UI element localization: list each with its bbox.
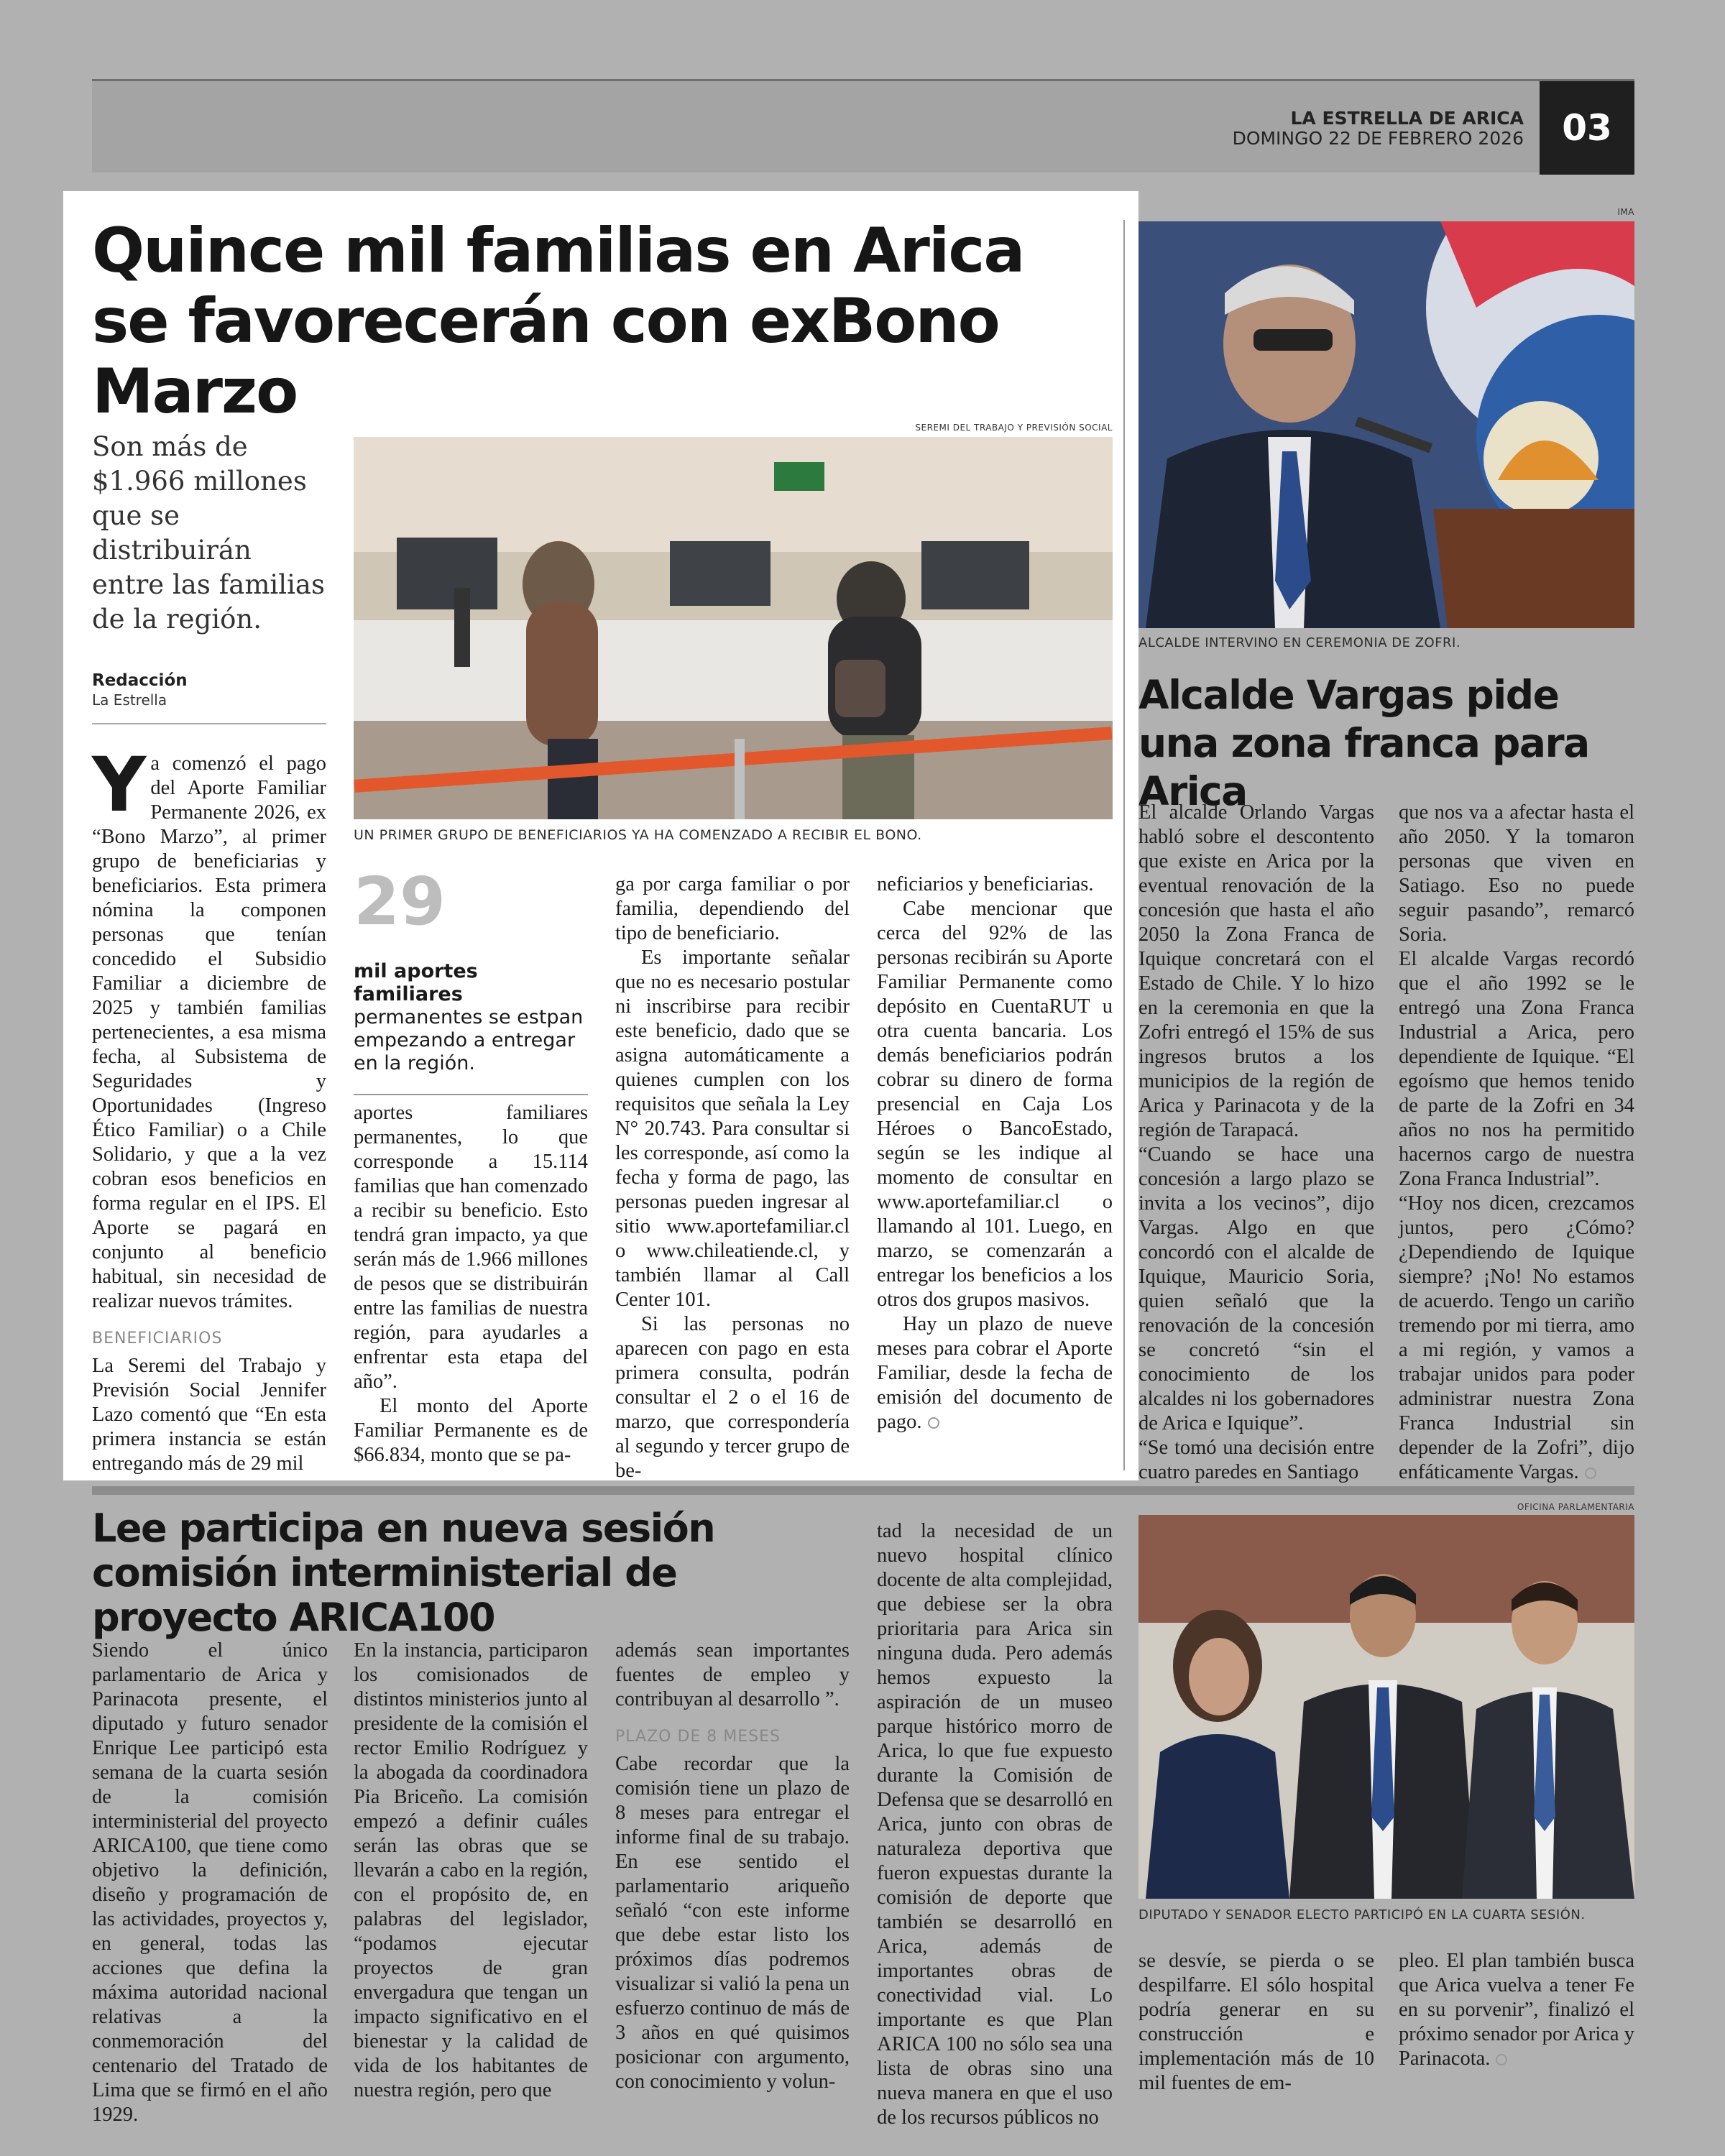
factbox-number: 29 [354, 863, 446, 940]
bottom-col6-paragraph-text: pleo. El plan también busca que Arica vuelva a tener Fe en su porvenir”, finalizó el próximo senador por Arica y Parinacota. [1399, 1950, 1634, 2070]
section-separator [92, 1486, 1634, 1495]
side-headline: Alcalde Vargas pide una zona franca para Arica [1138, 672, 1589, 814]
bottom-col-2 [354, 1639, 588, 2103]
factbox-divider [354, 1094, 588, 1095]
bank-counter-photo [354, 437, 1113, 819]
bottom-col3-paragraph-1: además sean importantes fuentes de empleo y contribuyan al desarrollo ”. [615, 1639, 850, 1710]
bottom-col1-paragraph: Siendo el único parlamentario de Arica y Parinacota presente, el diputado y futuro senador Enrique Lee participó esta semana de la cuarta sesión de la comisión interministerial del proyecto ARICA100, que tiene como objetivo la definición, diseño y programación de las actividades, proyectos y, en general, todas las acciones que defina la máxima autoridad nacional relativas a la conmemoración del centenario del Tratado de Lima que se firmó en el año 1929. [92, 1639, 328, 2126]
factbox [354, 862, 588, 1095]
subhead-plazo: PLAZO DE 8 MESES [615, 1728, 781, 1746]
side-col2-paragraph-3-text: “Hoy nos dicen, crezcamos juntos, pero ¿Cómo? ¿Dependiendo de Iquique siempre? ¡No! No estamos de acuerdo. Tengo un cariño tremendo por mi tierra, amo a mi región, y vamos a trabajar unidos para poder administrar nuestra Zona Franca Industrial sin depender de la Zofri”, dijo enfáticamente Vargas. [1399, 1192, 1634, 1483]
column-divider [1123, 220, 1125, 1470]
main-col1-paragraph-2: La Seremi del Trabajo y Previsión Social Jennifer Lazo comentó que “En esta primera instancia se están entregando más de 29 mil [92, 1355, 326, 1475]
main-col-1 [92, 741, 326, 1476]
factbox-title: mil aportes familiares [354, 960, 478, 1005]
main-col4-paragraph-3-text: Hay un plazo de nueve meses para cobrar el Aporte Familiar, desde la fecha de emisión del documento de pago. [877, 1313, 1113, 1433]
bottom-col4-paragraph: tad la necesidad de un nuevo hospital clínico docente de alta complejidad, que debiese ser la obra prioritaria para Arica sin ninguna duda. Pero además hemos expuesto la aspiración de un museo parque histórico morro de Arica, lo que fue expuesto durante la Comisión de Defensa que se desarrolló en Arica, junto con obras de naturaleza deportiva que fueron expuestas durante la comisión de deporte que también se desarrolló en Arica, además de importantes obras de conectividad vial. Lo importante es que Plan ARICA 100 no sólo sea una lista de obras sino una nueva manera en que el uso de los recursos públicos no [877, 1520, 1113, 2129]
side-photo-caption: ALCALDE INTERVINO EN CEREMONIA DE ZOFRI. [1138, 635, 1461, 650]
byline-name: Redacción [92, 671, 188, 690]
main-photo-caption: UN PRIMER GRUPO DE BENEFICIARIOS YA HA COMENZADO A RECIBIR EL BONO. [354, 827, 922, 843]
bottom-col-4 [877, 1519, 1113, 2130]
main-photo [354, 437, 1113, 819]
bottom-col6-paragraph [1399, 1949, 1634, 2071]
side-col2-paragraph-2: El alcalde Vargas recordó que el año 1992 se le entregó una Zona Franca Industrial a Arica, pero dependiente de Iquique. “El egoísmo que hemos tenido de parte de la Zofri en 34 años no nos ha permitido hacernos cargo de nuestra Zona Franca Industrial”. [1399, 948, 1634, 1190]
bottom-col-6 [1399, 1949, 1634, 2071]
bottom-story-end-icon [1496, 2054, 1507, 2065]
masthead-bar [92, 79, 1634, 172]
bottom-col3-paragraph-2: Cabe recordar que la comisión tiene un plazo de 8 meses para entregar el informe final de su trabajo. En ese sentido el parlamentario ariqueño señaló “con este informe que debe estar listo los próximos días podremos visualizar si valió la pena un esfuerzo continuo de más de 3 años en qué quisimos posicionar con argumento, con conocimiento y volun- [615, 1753, 850, 2093]
story-end-icon [928, 1417, 939, 1429]
main-headline: Quince mil familias en Arica se favorecerán con exBono Marzo [92, 215, 1024, 428]
page-number: 03 [1540, 81, 1634, 175]
main-lead-text: a comenzó el pago del Aporte Familiar Permanente 2026, ex “Bono Marzo”, al primer grupo de beneficiarias y beneficiarios. Esta primera nómina la componen personas que tenían concedido el Subsidio Familiar a diciembre de 2025 y también familias pertenecientes, a esa misma fecha, al Subsistema de Seguridades y Oportunidades (Ingreso Ético Familiar) o a Chile Solidario, y que a la vez cobran esos beneficios en forma regular en el IPS. El Aporte se pagará en conjunto al beneficio habitual, sin necesidad de realizar nuevos trámites. [92, 752, 326, 1312]
main-col4-paragraph-2: Cabe mencionar que cerca del 92% de las personas recibirán su Aporte Familiar Permanente como depósito en CuentaRUT u otra cuenta bancaria. Los demás beneficiarios podrán cobrar su dinero de forma presencial en Caja Los Héroes o BancoEstado, según se les indique al momento de consultar en www.aportefamiliar.cl o llamando al 101. Luego, en marzo, se comenzarán a entregar los beneficios a los otros dos grupos masivos. [877, 898, 1113, 1311]
issue-date: DOMINGO 22 DE FEBRERO 2026 [1232, 128, 1524, 149]
main-col-3 [615, 872, 850, 1483]
main-col2-paragraph-1: aportes familiares permanentes, lo que corresponde a 15.114 familias que han comenzado a recibir su beneficio. Esto tendrá gran impacto, ya que serán más de 1.966 millones de pesos que se distribuirán entre las familias de nuestra región, para ayudarles a enfrentar esta etapa del año”. [354, 1102, 588, 1393]
main-col4-paragraph-3 [877, 1312, 1113, 1434]
bottom-col-3 [615, 1639, 850, 2094]
side-col1-paragraph-3: “Se tomó una decisión entre cuatro paredes en Santiago [1138, 1437, 1374, 1483]
side-col2-paragraph-1: que nos va a afectar hasta el año 2050. Y la tomaron personas que viven en Satiago. Eso no puede seguir pasando”, remarcó Soria. [1399, 801, 1634, 946]
byline-outlet: La Estrella [92, 691, 167, 709]
main-col4-paragraph-1: neficiarios y beneficiarias. [877, 873, 1094, 895]
subhead-beneficiarios: BENEFICIARIOS [92, 1330, 223, 1348]
bottom-col2-paragraph: En la instancia, participaron los comisionados de distintos ministerios junto al presidente de la comisión el rector Emilio Rodríguez y la abogada da coordinadora Pia Briceño. La comisión empezó a definir cuáles serán las obras que se llevarán a cabo en la región, con el propósito de, en palabras del legislador, “podamos ejecutar proyectos de gran envergadura que tengan un impacto significativo en el bienestar y la calidad de vida de los habitantes de nuestra región, pero que [354, 1639, 588, 2101]
newspaper-name: LA ESTRELLA DE ARICA [1290, 108, 1524, 129]
side-col1-paragraph-1: El alcalde Orlando Vargas habló sobre el descontento que existe en Arica por la eventual renovación de la concesión que hasta el año 2050 la Zona Franca de Iquique concretará con el Estado de Chile. Y lo hizo en la ceremonia en que la Zofri entregó el 15% de sus ingresos brutos a los municipios de la región de Arica y Parinacota y de la región de Tarapacá. [1138, 801, 1374, 1141]
bottom-photo-caption: DIPUTADO Y SENADOR ELECTO PARTICIPÓ EN LA CUARTA SESIÓN. [1138, 1907, 1586, 1922]
main-col3-paragraph-2: Es importante señalar que no es necesario postular ni inscribirse para recibir este beneficio, dado que se asigna automáticamente a quienes cumplen con los requisitos que señala la Ley N° 20.743. Para consultar si les corresponde, así como la fecha y forma de pago, las personas pueden ingresar al sitio www.aportefamiliar.cl o www.chileatiende.cl, y también llamar al Call Center 101. [615, 946, 850, 1311]
bottom-col-5 [1138, 1949, 1374, 2096]
bottom-photo [1138, 1515, 1634, 1899]
side-col-1 [1138, 801, 1374, 1485]
side-col-2 [1399, 801, 1634, 1485]
bottom-col5-paragraph: se desvíe, se pierda o se despilfarre. El sólo hospital podría generar en su construcción e implementación más de 10 mil fuentes de em- [1138, 1950, 1374, 2094]
main-col3-paragraph-3: Si las personas no aparecen con pago en esta primera consulta, podrán consultar el 2 o el 16 de marzo, que correspondería al segundo y tercer grupo de be- [615, 1313, 850, 1482]
byline [92, 671, 326, 709]
bottom-col-1 [92, 1639, 328, 2127]
side-photo-credit: IMA [1617, 207, 1634, 217]
three-people-photo [1138, 1515, 1634, 1899]
bottom-photo-credit: OFICINA PARLAMENTARIA [1517, 1502, 1634, 1512]
main-col2-paragraph-2: El monto del Aporte Familiar Permanente es de $66.834, monto que se pa- [354, 1395, 588, 1466]
drop-cap: Y [92, 741, 147, 829]
side-photo [1138, 221, 1634, 628]
main-lead-paragraph [92, 741, 326, 1314]
bottom-headline: Lee participa en nueva sesión comisión interministerial de proyecto ARICA100 [92, 1506, 715, 1640]
factbox-text: permanentes se estpan empezando a entregar en la región. [354, 1006, 584, 1074]
byline-divider [92, 723, 326, 724]
side-col1-paragraph-2: “Cuando se hace una concesión a largo plazo se invita a los vecinos”, dijo Vargas. Algo en que concordó con el alcalde de Iquique, Mauricio Soria, quien señaló que la renovación de la concesión se concretó “sin el conocimiento de los alcaldes ni los gobernadores de Arica e Iquique”. [1138, 1143, 1374, 1434]
main-col-2 [354, 1101, 588, 1468]
side-story-end-icon [1585, 1468, 1596, 1479]
main-col3-paragraph-1: ga por carga familiar o por familia, dependiendo del tipo de beneficiario. [615, 873, 850, 944]
main-photo-credit: SEREMI DEL TRABAJO Y PREVISIÓN SOCIAL [915, 423, 1113, 433]
main-deck: Son más de $1.966 millones que se distribuirán entre las familias de la región. [92, 431, 325, 635]
mayor-speech-photo [1138, 221, 1634, 628]
side-col2-paragraph-3 [1399, 1192, 1634, 1485]
main-col-4 [877, 872, 1113, 1434]
